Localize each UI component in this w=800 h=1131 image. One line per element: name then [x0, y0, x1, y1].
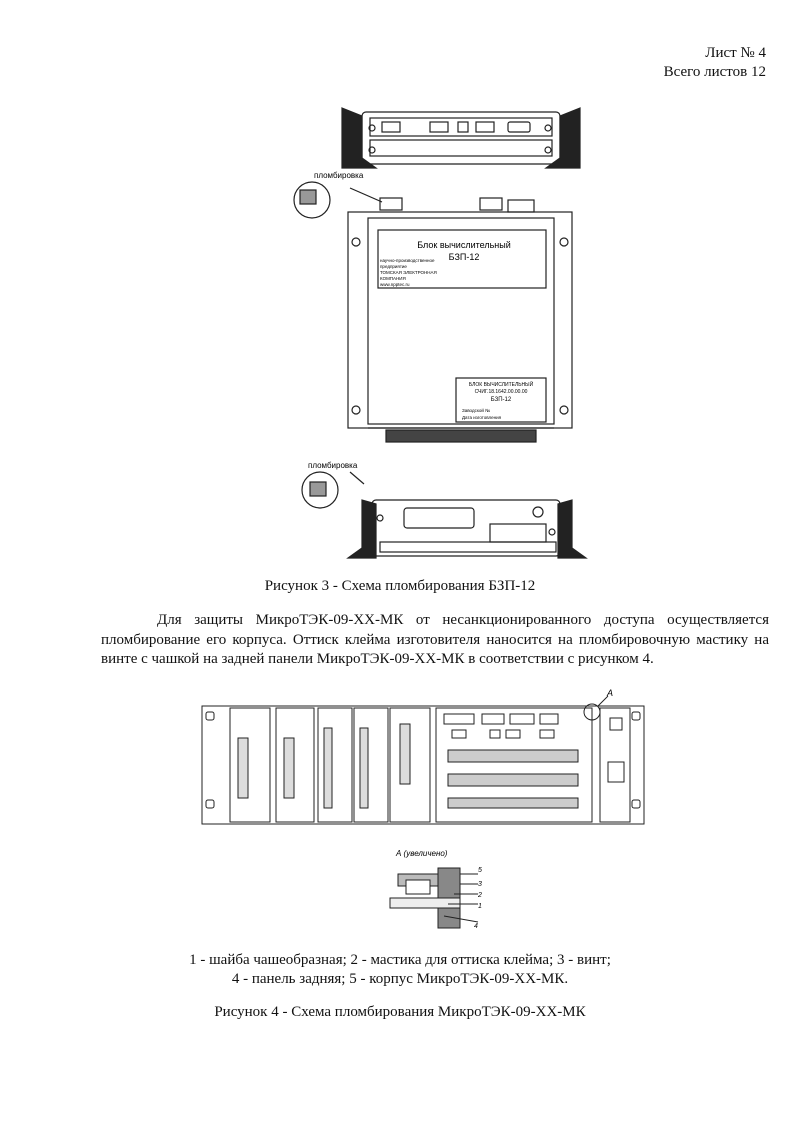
- callout-a: А: [607, 688, 614, 698]
- plate-title-2: БЗП-12: [490, 397, 512, 403]
- figure-3-drawing: [280, 100, 610, 570]
- plate-serial: Заводской №: [462, 408, 490, 413]
- detail-num-1: 1: [478, 903, 482, 910]
- detail-num-3: 3: [478, 881, 482, 888]
- legend-line-2: 4 - панель задняя; 5 - корпус МикроТЭК-09-XX-МК.: [231, 971, 569, 987]
- figure-4-legend: [120, 951, 680, 989]
- detail-num-4: 4: [474, 923, 478, 930]
- sheet-header: [664, 44, 766, 82]
- detail-num-5: 5: [478, 867, 482, 874]
- body-paragraph: Для защиты МикроТЭК-09-XX-МК от несанкционированного доступа осуществляется пломбирование его корпуса. Оттиск клейма изготовителя наносится на пломбировочную мастику на винте с чашкой на задней панели МикроТЭК-09-XX-МК в соответствии с рисунком 4.: [101, 612, 769, 667]
- plate-code: СЧИГ.18.1642.00.00.00: [474, 389, 528, 395]
- seal-label-bottom: пломбировка: [308, 461, 358, 470]
- legend-line-1: 1 - шайба чашеобразная; 2 - мастика для оттиска клейма; 3 - винт;: [189, 952, 611, 968]
- sheet-number: Лист № 4: [705, 45, 766, 61]
- device-title-1: Блок вычислительный: [417, 240, 511, 250]
- plate-title-1: БЛОК ВЫЧИСЛИТЕЛЬНЫЙ: [468, 382, 534, 388]
- figure-4-panel: [200, 688, 650, 834]
- maker-line-4: КОМПАНИЯ: [380, 276, 406, 281]
- figure-4-caption: Рисунок 4 - Схема пломбирования МикроТЭК-09-XX-МК: [214, 1004, 586, 1020]
- maker-line-1: научно-производственное: [380, 258, 435, 263]
- figure-4-detail: [370, 846, 500, 946]
- maker-line-5: www.npptec.ru: [380, 282, 410, 287]
- plate-date: Дата изготовления: [462, 415, 502, 420]
- maker-line-3: ТОМСКАЯ ЭЛЕКТРОННАЯ: [380, 270, 437, 275]
- seal-label-top: пломбировка: [314, 171, 364, 180]
- sheet-total: Всего листов 12: [663, 64, 766, 80]
- figure-3-caption: Рисунок 3 - Схема пломбирования БЗП-12: [264, 578, 536, 594]
- device-title-2: БЗП-12: [448, 252, 480, 262]
- detail-num-2: 2: [478, 892, 482, 899]
- maker-line-2: предприятие: [380, 264, 407, 269]
- detail-title: А (увеличено): [396, 849, 448, 858]
